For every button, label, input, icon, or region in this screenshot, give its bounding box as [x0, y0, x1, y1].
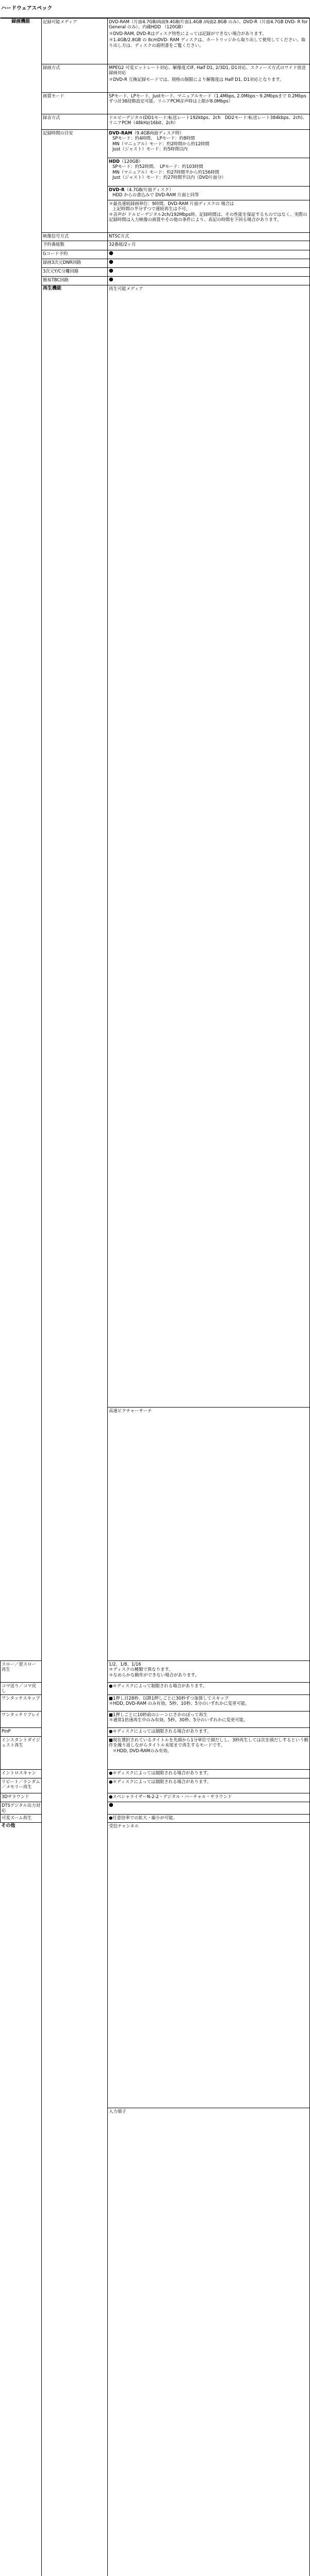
spec-value	[108, 1711, 310, 1727]
spec-label: 再生可能メディア	[108, 285, 310, 1408]
spec-label: 3Dサラウンド	[1, 1793, 42, 1802]
spec-value	[108, 19, 310, 64]
spec-label: 画質モード	[42, 93, 108, 114]
media-heading: DVD-R	[109, 187, 124, 192]
spec-note: ＊1.4GB/2.8GB の 8cmDVD- RAM ディスクは、カートリッジから取り出して使用してください。取り出し方は、ディスクの説明書をご覧ください。	[109, 37, 308, 48]
spec-value	[108, 130, 310, 233]
spec-value: ドルビーデジタル(DD1モード:転送レート192kbps、2ch DD2モード:転送レート384kbps、2ch)、リニアPCM（48kHz/16bit、2ch）	[108, 114, 310, 130]
spec-label: 入力端子	[108, 2108, 310, 2576]
spec-note: ＊ディスクの種類で異なります。	[109, 1667, 308, 1672]
spec-label: ワンタッチリプレイ	[1, 1711, 42, 1727]
spec-text: ■1押し目28秒、以降1押しごとに30秒ずつ加算してスキップ	[109, 1696, 308, 1701]
spec-row	[1, 259, 310, 268]
spec-note: ＊HDD, DVD-RAMのみ有効。	[109, 1748, 308, 1753]
media-subheading: （9.4GB両面ディスク時）	[132, 130, 184, 135]
spec-value: SPモード、LPモード、Justモード、マニュアルモード（1.4Mbps, 2.0Mbps～9.2Mbpsまで 0.2Mbpsずつ計38段階設定可能。リニアPCM音声時は上限が8.0Mbps）	[108, 93, 310, 114]
spec-note: ＊最長連続録画単位：9時間、DVD-RAM 片面ディスクの 場合は	[109, 201, 308, 206]
spec-row	[1, 241, 310, 250]
spec-label: コマ送り／コマ戻し	[1, 1683, 42, 1695]
spec-label: 3次元Y/C分離回路	[42, 268, 108, 277]
spec-value	[108, 1694, 310, 1711]
media-subheading: （4.7GB/片面ディスク）	[124, 187, 173, 192]
spec-label: インスタントダイジェスト再生	[1, 1736, 42, 1769]
spec-label: イントロスキャン	[1, 1769, 42, 1778]
spec-value	[108, 1736, 310, 1769]
spec-row	[1, 130, 310, 233]
spec-row	[1, 233, 310, 241]
spec-label: 記録時間の目安	[42, 130, 108, 233]
spec-note: ＊HDD, DVD-RAM のみ有効。5秒、10秒、5分のいずれかに変更可能。	[109, 1701, 308, 1706]
spec-row	[1, 285, 310, 1408]
spec-text: Just（ジャスト）モード：約5時間以内	[109, 146, 308, 151]
spec-text: ■1押しごとに10秒前のシーンにさかのぼって再生	[109, 1712, 308, 1717]
spec-sheet	[0, 0, 309, 827]
spec-note: ＊音声が ドルビーデジタル2ch/192Mbps時。記録時間は、その性能を保証するものではなく、実際の記録時間は入力映像の画質やその他の条件により、表記の時間を下回る場合があります。	[109, 212, 308, 223]
spec-label: 高速ピクチャーサーチ	[108, 1407, 310, 1660]
spec-label: リピート／ランダム／メモリー再生	[1, 1778, 42, 1793]
section-label-playback: 再生機能	[42, 285, 108, 2576]
spec-text: SPモード：約52時間、 LPモード：約103時間	[109, 164, 308, 169]
spec-value: ●任意倍率での拡大・縮小が可能。	[108, 1814, 310, 1822]
spec-value	[108, 64, 310, 93]
spec-label: 記録可能メディア	[42, 19, 108, 64]
time-block-dvdr	[108, 187, 309, 200]
supported-dot: ●	[108, 1802, 310, 1814]
spec-value: ●＊ディスクによっては制限される場合があります。	[108, 1769, 310, 1778]
spec-value: ●＊ディスクによって制限される場合があります。	[108, 1683, 310, 1695]
spec-text: MN（マニュアル）モード：約2時間から約12時間	[109, 141, 308, 146]
spec-label: スロー／逆スロー再生	[1, 1661, 42, 1683]
time-notes	[108, 200, 309, 223]
spec-label: 可変ズーム再生	[1, 1814, 42, 1822]
spec-row	[1, 250, 310, 259]
spec-note: ＊通常1倍速再生中のみ有効。5秒、30秒、5分のいずれかに変更可能。	[109, 1717, 308, 1722]
spec-label: Gコード予約	[42, 250, 108, 259]
page-title: ハードウェアスペック	[0, 0, 309, 18]
spec-row	[1, 64, 310, 93]
spec-row	[1, 19, 310, 64]
spec-label: 録画方式	[42, 64, 108, 93]
section-label-other: その他	[1, 1822, 42, 2576]
spec-note: 上記時間の半分ずつで連続再生は不可。	[109, 206, 308, 211]
spec-text: ■現在選択されているタイトルを先頭から1分単位で頭だしし、3秒再生しては次を頭だしするという動作を繰り返しながらタイトル末尾まで再生するモードです。	[109, 1737, 308, 1748]
supported-dot: ●	[108, 259, 310, 268]
time-block-dvdram	[108, 130, 309, 158]
spec-value: ●＊ディスクによっては制限される場合があります。	[108, 1778, 310, 1793]
spec-label: 映像信号方式	[42, 233, 108, 241]
spec-text: DVD-RAM（片面4.7GB/両面9.4GB/片面1.4GB /両面2.8GB のみ）、DVD-R（片面4.7GB DVD- R for General のみ）、内蔵HDD （120GB）	[109, 19, 308, 30]
time-block-hdd	[108, 158, 309, 187]
supported-dot: ●	[108, 268, 310, 277]
spec-text: Just（ジャスト）モード：約27時間半以内（DVD片面分）	[109, 175, 308, 180]
spec-row	[1, 114, 310, 130]
spec-row	[1, 277, 310, 285]
supported-dot: ●	[108, 277, 310, 285]
spec-table	[0, 18, 310, 2576]
spec-label: 録画3次元DNR回路	[42, 259, 108, 268]
spec-note: ＊DVD-R 互換記録モードでは、規格の制限により解像度は Half D1, D1対応となります。	[109, 77, 308, 82]
spec-value: 32番組/2ヶ月	[108, 241, 310, 250]
spec-label: 簡易TBC回路	[42, 277, 108, 285]
spec-value: NTSC方式	[108, 233, 310, 241]
media-heading: HDD	[109, 159, 120, 164]
spec-row	[1, 268, 310, 277]
spec-note: ＊なめらかな動作ができない場合があります。	[109, 1672, 308, 1677]
media-subheading: （120GB）	[120, 159, 143, 164]
spec-value: ●＊ディスクによっては制限される場合があります。	[108, 1727, 310, 1736]
supported-dot: ●	[108, 250, 310, 259]
media-heading: DVD-RAM	[109, 130, 132, 135]
spec-text: MPEG2 可変ビットレート対応、解像度:CIF, Half D1, 2/3D1, D1対応、スクィーズ方式のワイド放送録画対応	[109, 65, 308, 76]
spec-text: 1/2、1/8、1/16	[109, 1662, 308, 1667]
section-label-recording: 録画機能	[1, 19, 42, 1661]
spec-label: DTSデジタル出力対応	[1, 1802, 42, 1814]
spec-label: PinP	[1, 1727, 42, 1736]
spec-text: HDD からの書込みで DVD-RAM 片面と同等	[109, 192, 308, 197]
spec-label: 予約番組数	[42, 241, 108, 250]
spec-row	[1, 93, 310, 114]
spec-text: MN（マニュアル）モード：約27時間半から約156時間	[109, 170, 308, 175]
spec-label: 受信チャンネル	[108, 1822, 310, 2108]
spec-label: 録音方式	[42, 114, 108, 130]
spec-label: ワンタッチスキップ	[1, 1694, 42, 1711]
spec-value: ●スペシャライザーN-2-2・デジタル・バーチャル・サラウンド	[108, 1793, 310, 1802]
spec-value	[108, 1661, 310, 1683]
spec-text: SPモード：約4時間、 LPモード：約8時間	[109, 135, 308, 141]
spec-note: ＊DVD-RAM, DVD-Rはディスク特性によっては記録ができない場合があります。	[109, 31, 308, 36]
